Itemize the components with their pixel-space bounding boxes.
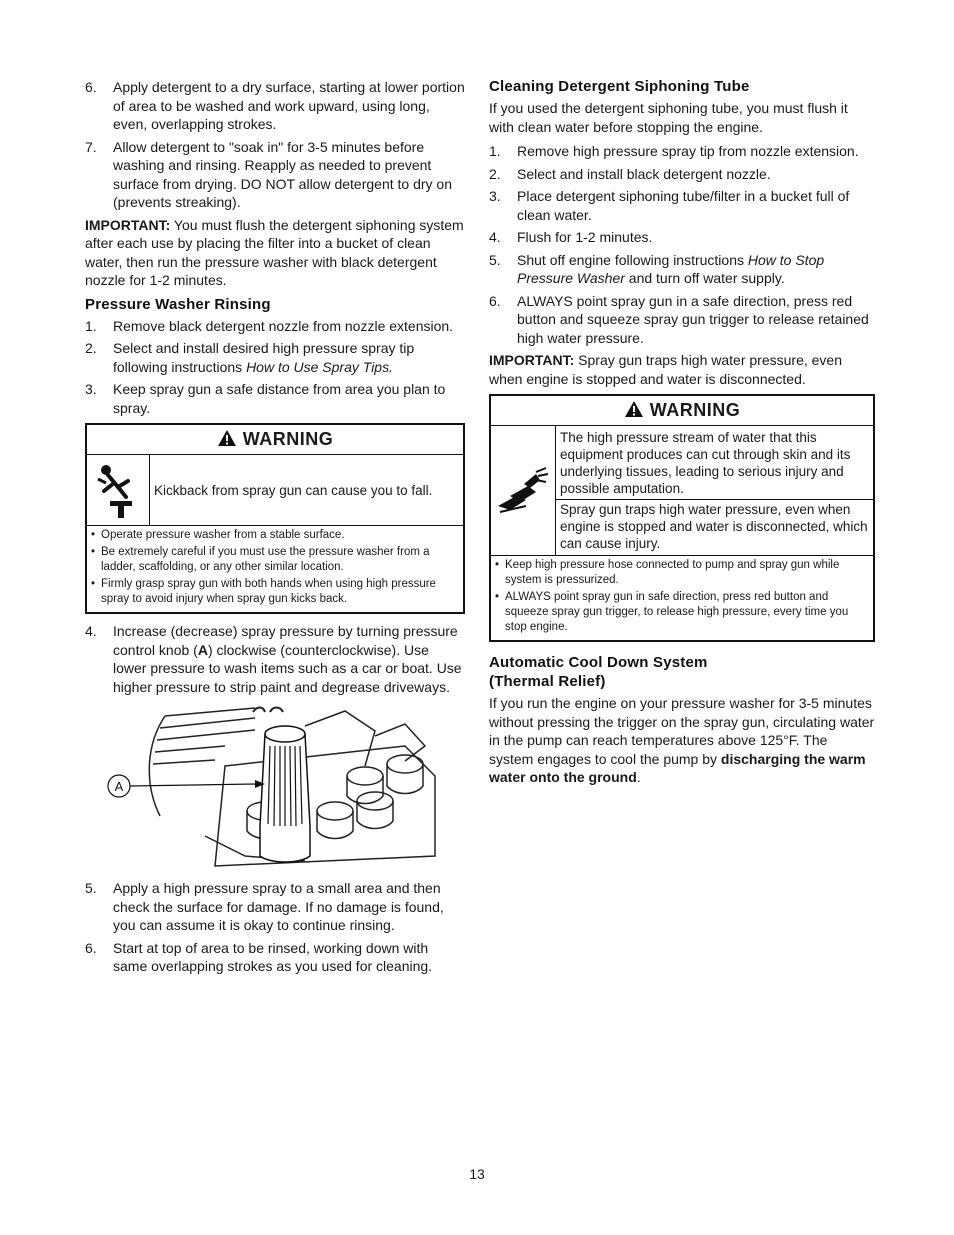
warning-main-row bbox=[491, 426, 873, 556]
list-item bbox=[489, 142, 875, 161]
left-column bbox=[85, 78, 465, 980]
item-number: 1. bbox=[489, 143, 501, 159]
item-text bbox=[113, 339, 465, 376]
warning-triangle-icon bbox=[217, 429, 237, 452]
warning-main-text: Kickback from spray gun can cause you to fall. bbox=[154, 482, 433, 498]
warning-triangle-icon bbox=[624, 400, 644, 423]
item-text: Select and install black detergent nozzle. bbox=[517, 165, 771, 182]
item-text: Apply a high pressure spray to a small area and then check the surface for damage. If no damage is found, you can assume it is okay to continue rinsing. bbox=[113, 880, 444, 933]
list-item bbox=[85, 622, 465, 696]
item-text: Remove high pressure spray tip from nozzle extension. bbox=[517, 143, 859, 159]
warning-main-paragraph: The high pressure stream of water that this equipment produces can cut through skin and its underlying tissues, leading to serious injury and possible amputation. bbox=[560, 430, 851, 496]
important-note bbox=[85, 216, 465, 290]
warning-main-row bbox=[87, 455, 463, 526]
page-number: 13 bbox=[469, 1166, 485, 1182]
item-text bbox=[113, 622, 465, 696]
warning-bullet: • Operate pressure washer from a stable surface. bbox=[91, 529, 345, 541]
item-number: 4. bbox=[489, 229, 501, 245]
heading-automatic-cool-down-system: Automatic Cool Down System bbox=[489, 654, 708, 671]
item-text: Keep spray gun a safe distance from area you plan to spray. bbox=[113, 381, 446, 416]
important-text: You must flush the detergent siphoning system after each use by placing the filter into a bucket of clean water, then run the pressure washer with black detergent nozzle for 1-2 minutes. bbox=[85, 216, 464, 288]
warning-header bbox=[491, 396, 873, 426]
callout-label-a: A bbox=[114, 779, 124, 794]
warning-bullets bbox=[87, 526, 463, 612]
warning-bullet-text: Firmly grasp spray gun with both hands when using high pressure spray to avoid injury when spray gun kicks back. bbox=[101, 578, 436, 605]
warning-box-kickback bbox=[85, 423, 465, 614]
warning-main-paragraph: Spray gun traps high water pressure, even when engine is stopped and water is disconnected, which can cause injury. bbox=[556, 499, 873, 552]
warning-bullet-text: Operate pressure washer from a stable surface. bbox=[101, 529, 345, 541]
warning-bullets bbox=[491, 556, 873, 640]
item-text: Remove black detergent nozzle from nozzle extension. bbox=[113, 317, 454, 334]
list-item bbox=[85, 78, 465, 134]
item-text: Flush for 1-2 minutes. bbox=[517, 229, 653, 245]
siphon-intro-text: If you used the detergent siphoning tube, you must flush it with clean water before stopping the engine. bbox=[489, 100, 848, 135]
warning-title: WARNING bbox=[242, 429, 334, 449]
warning-bullet: • ALWAYS point spray gun in safe direction, press red button and squeeze spray gun trigger, to release high pressure, every time you stop engine. bbox=[495, 590, 869, 635]
item-text-callout: A bbox=[197, 641, 208, 658]
important-note bbox=[489, 351, 875, 388]
right-column bbox=[489, 78, 875, 793]
warning-bullet: • Firmly grasp spray gun with both hands when using high pressure spray to avoid injury when spray gun kicks back. bbox=[91, 577, 459, 607]
list-item bbox=[489, 228, 875, 247]
item-text: ALWAYS point spray gun in a safe direction, press red button and squeeze spray gun trigger to release retained high water pressure. bbox=[517, 292, 869, 346]
list-item bbox=[85, 879, 465, 935]
important-label: IMPORTANT: bbox=[489, 352, 575, 368]
item-number: 6. bbox=[85, 939, 97, 956]
warning-bullet: • Keep high pressure hose connected to pump and spray gun while system is pressurized. bbox=[495, 558, 869, 588]
item-text-reference: How to Stop Pressure Washer bbox=[517, 251, 825, 286]
list-item bbox=[85, 339, 465, 376]
warning-bullet: • Be extremely careful if you must use the pressure washer from a ladder, scaffolding, or any other similar location. bbox=[91, 545, 459, 575]
item-text-plain: ) clockwise (counterclockwise). Use lower pressure to wash items such as a car or boat. Use higher pressure to strip paint and degrease driveways. bbox=[113, 641, 462, 695]
item-text: Apply detergent to a dry surface, starting at lower portion of area to be washed and work upward, using long, even, overlapping strokes. bbox=[113, 79, 465, 132]
item-number: 3. bbox=[85, 381, 97, 397]
pressure-control-knob-illustration bbox=[105, 706, 475, 871]
item-number: 6. bbox=[85, 79, 97, 95]
warning-bullet-text: ALWAYS point spray gun in safe direction, press red button and squeeze spray gun trigger, to release high pressure, every time you stop engine. bbox=[505, 591, 849, 633]
item-number: 3. bbox=[489, 188, 501, 204]
list-item bbox=[489, 292, 875, 348]
list-item bbox=[85, 317, 465, 336]
heading-pressure-washer-rinsing: Pressure Washer Rinsing bbox=[85, 295, 271, 313]
warning-title: WARNING bbox=[649, 400, 741, 420]
item-number: 6. bbox=[489, 292, 501, 309]
item-number: 4. bbox=[85, 623, 97, 639]
warning-header bbox=[87, 425, 463, 455]
item-number: 2. bbox=[489, 165, 501, 182]
list-item bbox=[489, 187, 875, 224]
list-item bbox=[85, 939, 465, 976]
list-item bbox=[489, 165, 875, 184]
item-number: 1. bbox=[85, 317, 97, 334]
item-text-reference: How to Use Spray Tips. bbox=[246, 358, 393, 375]
item-text bbox=[517, 251, 875, 288]
cool-down-emphasis: discharging the warm water onto the ground bbox=[489, 750, 866, 785]
item-number: 5. bbox=[85, 880, 97, 896]
cool-down-end: . bbox=[636, 769, 641, 785]
item-text-plain: Shut off engine following instructions bbox=[517, 251, 748, 268]
item-text-plain: and turn off water supply. bbox=[624, 270, 785, 286]
item-text: Place detergent siphoning tube/filter in a bucket full of clean water. bbox=[517, 188, 850, 223]
heading-cleaning-detergent-siphoning-tube: Cleaning Detergent Siphoning Tube bbox=[489, 78, 750, 95]
heading-thermal-relief: (Thermal Relief) bbox=[489, 673, 606, 690]
item-number: 5. bbox=[489, 251, 501, 268]
item-text: Allow detergent to "soak in" for 3-5 minutes before washing and rinsing. Reapply as needed to prevent surface from drying. DO NOT allow detergent to dry on (prevents streaking). bbox=[113, 138, 452, 210]
item-number: 7. bbox=[85, 138, 97, 155]
list-item bbox=[85, 138, 465, 212]
item-text-plain: Select and install desired high pressure spray tip following instructions bbox=[113, 340, 415, 375]
warning-main-text bbox=[556, 426, 873, 555]
warning-bullet-text: Be extremely careful if you must use the pressure washer from a ladder, scaffolding, or any other similar location. bbox=[101, 546, 430, 573]
important-label: IMPORTANT: bbox=[85, 216, 171, 233]
important-text: Spray gun traps high water pressure, even when engine is stopped and water is disconnected. bbox=[489, 352, 842, 387]
item-number: 2. bbox=[85, 340, 97, 356]
list-item bbox=[85, 380, 465, 417]
cool-down-text bbox=[489, 694, 875, 787]
fall-hazard-icon bbox=[87, 455, 150, 525]
item-text-plain: Increase (decrease) spray pressure by turning pressure control knob ( bbox=[113, 623, 458, 658]
list-item bbox=[489, 251, 875, 288]
warning-bullet-text: Keep high pressure hose connected to pump and spray gun while system is pressurized. bbox=[505, 559, 840, 586]
cool-down-plain: If you run the engine on your pressure washer for 3-5 minutes without pressing the trigger on the spray gun, circulating water in the pump can reach temperatures above 125°F. The system engages to cool the pump by bbox=[489, 695, 875, 767]
warning-box-high-pressure bbox=[489, 394, 875, 642]
injection-hazard-icon bbox=[491, 426, 556, 555]
item-text: Start at top of area to be rinsed, working down with same overlapping strokes as you used for cleaning. bbox=[113, 939, 433, 974]
